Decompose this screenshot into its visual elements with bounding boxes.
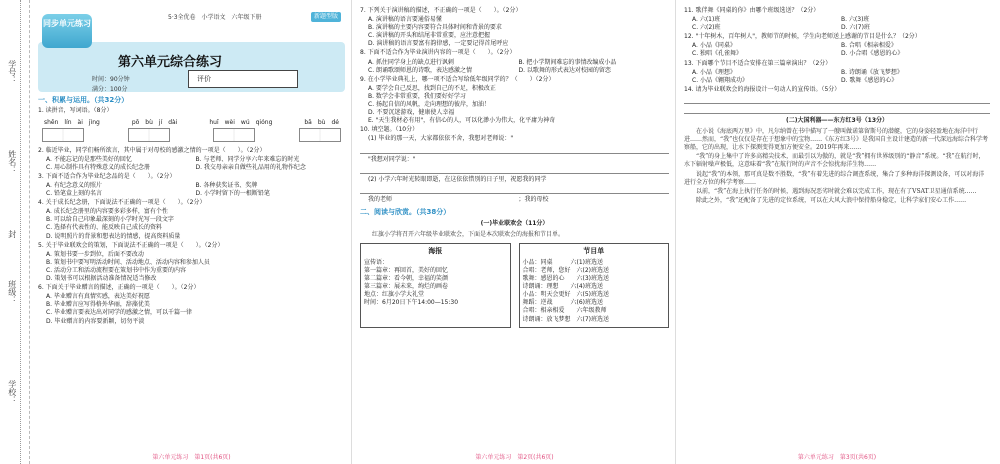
fill-prompt: "我想对同学说：" xyxy=(368,155,416,163)
option: C. 六(2)班 xyxy=(692,24,721,32)
writing-box[interactable] xyxy=(42,128,84,142)
options xyxy=(684,69,990,77)
program-title: 节目单 xyxy=(583,247,605,256)
options xyxy=(38,164,345,172)
options xyxy=(38,190,345,198)
paragraph: 说起“我”的本领，那可真是数不胜数，“我”有着先进的综合调查系统，集合了多种海洋探测设备，可以对海洋进行全方位的科学考察…… xyxy=(684,170,985,186)
option: B. 合唱《相亲相爱》 xyxy=(841,42,897,50)
option: A. 成长纪念册里的内容要多彩多样，富有个性 xyxy=(46,208,168,216)
binding-margin xyxy=(0,0,30,464)
section-heading: 二、阅读与欣赏。（共38分） xyxy=(360,207,451,216)
class-label: 班级： xyxy=(7,280,17,304)
writing-box[interactable] xyxy=(213,128,255,142)
program-item: 合唱：相亲相爱 六年级教师 xyxy=(522,307,607,315)
option: A. 抓住同学身上的缺点进行讽刺 xyxy=(368,58,454,66)
option: B. 六(3)班 xyxy=(841,16,870,24)
program-item: 小品：明天会更好 六(5)班选送 xyxy=(522,291,609,299)
poster-line: 第一篇章：再回首，美好的回忆 xyxy=(364,266,449,274)
pinyin-item: shēn lín ài jìng xyxy=(44,118,100,126)
fill-prompt: (1) 毕业的那一天，大家都依依不舍，我想对老师说：" xyxy=(368,135,514,143)
answer-line[interactable] xyxy=(684,106,990,114)
option: A. 策划书要一步到位，后面不要改动 xyxy=(46,250,144,258)
program-item: 诗朗诵：放飞梦想 六(7)班选送 xyxy=(522,315,609,323)
time-limit: 时间：90分钟 xyxy=(92,76,130,83)
option: C. 选择有代表性的、能反映自己成长的资料 xyxy=(46,224,163,232)
poster-line: 第三篇章：展未来，绚烂的画卷 xyxy=(364,283,449,291)
option: D. 歌舞《感恩的心》 xyxy=(841,76,898,84)
question: 10. 填空题。（10分） xyxy=(360,126,419,134)
option: B. 毕业赠言应写得格外华丽，辞藻优美 xyxy=(46,301,150,309)
option: A. 不能忘记的是那些美好的回忆 xyxy=(46,155,132,163)
answer-line[interactable] xyxy=(360,166,669,174)
program-item: 歌舞：感恩的心 六(3)班选送 xyxy=(522,275,609,283)
edition-badge: 新题型版 xyxy=(311,12,341,22)
question: 12. "十年树木，百年树人"，教师节的时候，学生向老师送上感谢的节目是什么？（2分） xyxy=(684,33,921,41)
option: C. 扬起自信的风帆，走向理想的彼岸，加油！ xyxy=(368,101,491,109)
option: B. 各种获奖证书、奖牌 xyxy=(195,182,258,189)
pinyin-row xyxy=(38,117,345,127)
poster-line: 地点：红旗小学大礼堂 xyxy=(364,291,425,299)
reading-title: (二)大国利器——东方红3号（13分） xyxy=(785,116,888,124)
options xyxy=(684,77,990,85)
option: D. 我交母亲亲自做些礼品用的礼物作纪念 xyxy=(195,163,306,171)
answer-line[interactable] xyxy=(684,96,990,104)
question: 11. 歌伴舞《同桌的你》由哪个班级选送？（2分） xyxy=(684,7,820,14)
page-1 xyxy=(32,0,352,464)
option: A. 要学会自己反思，找到自己的不足，积极改正 xyxy=(368,84,496,92)
page-footer: 第六单元练习 第2页(共6页) xyxy=(475,453,554,461)
option: D. 小合唱《感恩的心》 xyxy=(841,50,904,58)
answer-boxes xyxy=(38,127,345,146)
reading-title: (一)毕业联欢会（11分） xyxy=(480,220,549,228)
option: C. 小品《翱翔成功》 xyxy=(692,76,749,84)
options xyxy=(360,59,669,67)
question: 2. 临近毕业，同学们畅所欲言，其中属于对母校的感激之情的一项是（ ）。（2分） xyxy=(38,146,266,154)
poster xyxy=(360,243,511,327)
option: B. 把小学期间难忘的事情改编成小品 xyxy=(518,58,617,66)
paragraph: “我”的身上集中了许多高精尖技术，而最引以为傲的，就是“我”拥有世界级别的“静音”系统。“我”在航行时，水下辐射噪声极低，这意味着“我”在航行时的声音不会惊扰海洋生物…… xyxy=(684,153,985,169)
option: D. 不要沉迷游戏，健康使人幸福 xyxy=(368,109,455,117)
option: D. 六(7)班 xyxy=(841,24,870,32)
question: 6. 下面关于毕业赠言的描述，正确的一项是（ ）。（2分） xyxy=(38,284,200,292)
poster-line: 时间：6月20日下午14:00—15:30 xyxy=(364,299,459,307)
page-footer: 第六单元练习 第3页(共6页) xyxy=(797,453,877,461)
fill-prompt: ；我的母校 xyxy=(518,195,549,203)
question: 13. 下面哪个节目不适合安排在第三篇章演出？（2分） xyxy=(684,59,832,67)
option: C. 毕业赠言要表达出对同学的感激之情，可以千篇一律 xyxy=(46,309,193,317)
option: B. 与老师、同学分享六年来难忘的时光 xyxy=(195,155,300,163)
school-label: 学校： xyxy=(7,380,17,404)
student-id-label: 学号： xyxy=(7,60,17,84)
binding-line xyxy=(20,0,21,464)
materials xyxy=(360,243,669,327)
fill-row xyxy=(360,196,669,204)
writing-box[interactable] xyxy=(128,128,170,142)
options xyxy=(38,182,345,190)
options xyxy=(684,16,990,24)
pinyin-item: bā bù dé xyxy=(304,118,339,126)
logo: 同步单元练习 xyxy=(42,14,92,48)
full-score: 满分：100分 xyxy=(92,86,128,93)
option: A. 六(1)班 xyxy=(692,16,721,24)
fill-prompt: 我的老师 xyxy=(368,195,393,203)
page-2 xyxy=(354,0,676,464)
option: D. 说明照片的背景和想表达的情感，提高资料质量 xyxy=(46,232,181,240)
question: 4. 关于成长纪念册，下面说法不正确的一项是（ ）。（2分） xyxy=(38,199,206,207)
option: B. 诗朗诵《放飞梦想》 xyxy=(841,68,903,76)
option: C. 铅笔盒上刻的名言 xyxy=(46,190,103,198)
options xyxy=(684,24,990,32)
option: A. 小品《同桌》 xyxy=(692,42,736,50)
option: A. 毕业赠言有真情实感，表达美好祝愿 xyxy=(46,293,150,301)
option: A. 有纪念意义的照片 xyxy=(46,182,102,189)
option: B. 演讲稿的主要内容要符合具体时间和背景的要求 xyxy=(368,24,502,32)
option: B. 策划书中要写明活动时间、活动地点、活动内容和参加人员 xyxy=(46,258,210,266)
section-heading: 一、积累与运用。（共32分） xyxy=(38,96,129,104)
paragraph: 以前，“我”在海上执行任务的时候，遇到海况恶劣时就会难以完成工作，现在有了VSAT卫星通信系统…… xyxy=(696,187,977,195)
options xyxy=(684,50,990,58)
option: E. "天生我材必有用"，有信心的人，可以化渺小为伟大，化平庸为神奇 xyxy=(368,117,556,125)
option: D. 演讲稿的语言要富有韵律感，一定要记得首尾呼应 xyxy=(368,40,509,48)
option: D. 以歌舞的形式表达对校园的留恋 xyxy=(518,66,611,74)
options xyxy=(38,156,345,164)
option: C. 活动分工和活动流程要在策划书中作为重要的内容 xyxy=(46,266,187,274)
program-item: 诗朗诵：理想 六(4)班选送 xyxy=(522,283,603,291)
option: D. 小学时留下的一根断铅笔 xyxy=(195,190,270,198)
program-list xyxy=(519,243,670,327)
score-box[interactable] xyxy=(188,70,298,88)
page-title: 第六单元综合练习 xyxy=(118,55,223,70)
page-footer: 第六单元练习 第1页(共6页) xyxy=(152,453,231,461)
fill-prompt: (2) 小学六年时光转眼即逝，在这依依惜别的日子里，祝愿我的同学 xyxy=(368,175,547,183)
score-label: 评价 xyxy=(197,75,211,83)
option: D. 策划书可以根据活动准备情况适当修改 xyxy=(46,275,157,283)
seal-label: 封 xyxy=(7,230,17,238)
program-item: 合唱：老师，您好 六(2)班选送 xyxy=(522,266,609,274)
question: 7. 下列关于演讲稿的描述，不正确的一项是（ ）。（2分） xyxy=(360,7,522,14)
answer-line[interactable] xyxy=(360,146,669,154)
option: B. 数学会非常重要，我们要好好学习 xyxy=(368,92,466,100)
pinyin-item: huī wèi wú qióng xyxy=(209,118,273,126)
options xyxy=(360,67,669,75)
worksheet-header xyxy=(38,6,345,92)
option: A. 小品《理想》 xyxy=(692,68,736,76)
poster-title: 海报 xyxy=(428,247,443,256)
program-item: 舞蹈：逆战 六(6)班选送 xyxy=(522,299,603,307)
answer-line[interactable] xyxy=(360,186,669,194)
option: C. 朗诵歌颂师恩的诗歌，表达感激之情 xyxy=(368,66,473,74)
option: B. 可以给自己印象最深刻的小学时光写一段文字 xyxy=(46,216,174,224)
poster-line: 宣传语： xyxy=(364,258,389,266)
pinyin-item: pō bù jí dài xyxy=(131,118,178,126)
series-name: 5·3全优卷 小学语文 六年级下册 xyxy=(168,14,262,21)
page-3 xyxy=(678,0,996,464)
poster-line: 第二篇章：看今朝，幸福的笑颜 xyxy=(364,275,449,283)
question: 3. 下面不适合作为毕业纪念品的是（ ）。（2分） xyxy=(38,172,176,180)
question: 1. 读拼音，写词语。（8分） xyxy=(38,107,113,115)
writing-box[interactable] xyxy=(299,128,341,142)
name-label: 姓名： xyxy=(7,150,17,174)
option: C. 演讲稿的开头和结尾非常重要，应注意把握 xyxy=(368,32,491,40)
option: C. 用心制作具有特殊意义的成长纪念册 xyxy=(46,163,151,171)
question: 5. 关于毕业联欢会的策划，下面说法不正确的一项是（ ）。（2分） xyxy=(38,241,224,249)
option: C. 独唱《孔雀舞》 xyxy=(692,50,743,58)
question: 9. 在小学毕业典礼上，哪一项不适合写给低年级同学的？（ ）（2分） xyxy=(360,75,555,83)
question: 14. 请为毕业联欢会的海报设计一句动人的宣传语。（5分） xyxy=(684,85,841,93)
paragraph: 在小说《海底两万里》中，凡尔纳曾在书中描写了一艘叫做诺第留斯号的潜艇，它的身姿轻盈地在海洋中行进……然而，“我”也仅仅是存在于想象中的宝物……《东方红3号》是我国自主设计建造的新一代深远海综合科学考察船，它的出现，让水下探测变得更加方便安全。2019年再来…… xyxy=(684,128,988,152)
program-item: 小品：同桌 六(1)班选送 xyxy=(522,258,603,266)
option: A. 演讲稿的语言要通俗易懂 xyxy=(368,16,442,24)
option: D. 毕业赠言的内容要新颖，切勿平淡 xyxy=(46,317,145,325)
paragraph: 除此之外，“我”还配备了先进的定位系统，可以在大风大浪中保持船身稳定，让科学家们安心工作…… xyxy=(696,196,967,204)
question: 8. 下面不适合作为毕业演讲内容的一项是（ ）。（2分） xyxy=(360,49,516,57)
reading-intro: 红旗小学将召开六年级毕业联欢会，下面是本次联欢会的海报和节目单。 xyxy=(372,231,565,239)
